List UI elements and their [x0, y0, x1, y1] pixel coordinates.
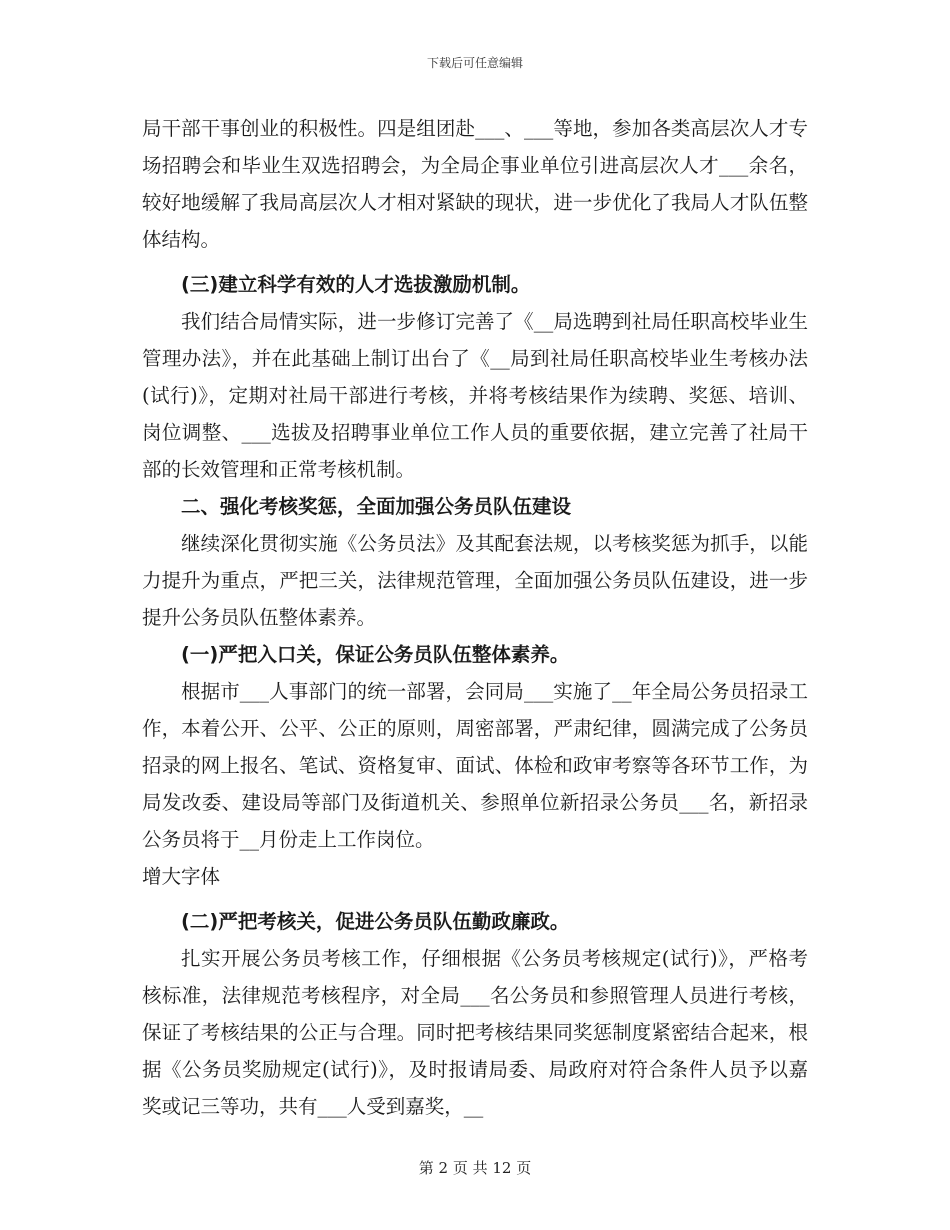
section-heading: (二)严把考核关，促进公务员队伍勤政廉政。: [181, 910, 570, 933]
section-heading: (一)严把入口关，保证公务员队伍整体素养。: [181, 643, 570, 666]
page-footer: 第 2 页 共 12 页: [418, 1159, 532, 1177]
page-header: 下载后可任意编辑: [426, 56, 523, 70]
paragraph: 我们结合局情实际，进一步修订完善了《__局选聘到社局任职高校毕业生管理办法》，并在此基础上制订出台了《__局到社局任职高校毕业生考核办法(试行)》，定期对社局干部进行考核，并将考核结果作为续聘、奖惩、培训、岗位调整、___选拔及招聘事业单位工作人员的重要依据，建立完善了社局干部的长效管理和正常考核机制。: [142, 310, 808, 481]
paragraph: 继续深化贯彻实施《公务员法》及其配套法规，以考核奖惩为抓手，以能力提升为重点，严把三关，法律规范管理，全面加强公务员队伍建设，进一步提升公务员队伍整体素养。: [142, 532, 808, 629]
paragraph: 根据市___人事部门的统一部署，会同局___实施了__年全局公务员招录工作，本着公开、公平、公正的原则，周密部署，严肃纪律，圆满完成了公务员招录的网上报名、笔试、资格复审、面试、体检和政审考察等各环节工作，为局发改委、建设局等部门及街道机关、参照单位新招录公务员___名，新招录公务员将于__月份走上工作岗位。: [142, 680, 808, 851]
section-heading: 二、强化考核奖惩，全面加强公务员队伍建设: [181, 495, 572, 518]
paragraph: 局干部干事创业的积极性。四是组团赴___、___等地，参加各类高层次人才专场招聘会和毕业生双选招聘会，为全局企事业单位引进高层次人才___余名，较好地缓解了我局高层次人才相对紧缺的现状，进一步优化了我局人才队伍整体结构。: [142, 117, 808, 251]
paragraph: 扎实开展公务员考核工作，仔细根据《公务员考核规定(试行)》，严格考核标准，法律规范考核程序，对全局___名公务员和参照管理人员进行考核，保证了考核结果的公正与合理。同时把考核结果同奖惩制度紧密结合起来，根据《公务员奖励规定(试行)》，及时报请局委、局政府对符合条件人员予以嘉奖或记三等功，共有___人受到嘉奖，__: [142, 947, 808, 1118]
section-heading: (三)建立科学有效的人才选拔激励机制。: [181, 273, 531, 296]
paragraph-note: 增大字体: [142, 865, 221, 888]
document-body: [142, 110, 808, 1125]
